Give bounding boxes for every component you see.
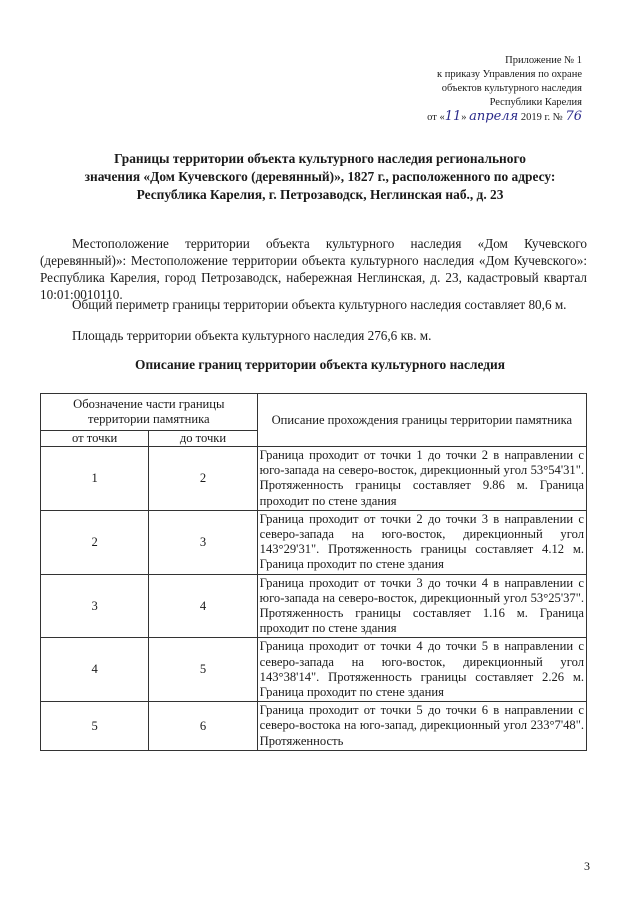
table-row [41,447,587,511]
table-row [41,702,587,751]
header-from-point: от точки [41,431,149,447]
document-title: Границы территории объекта культурного наследия регионального значения «Дом Кучевского (деревянный)», 1827 г., расположенного по адресу: Республика Карелия, г. Петрозаводск, Неглинская наб., д. 23 [84,151,556,202]
row-from: 4 [41,638,149,702]
row-from: 3 [41,574,149,638]
row-from: 5 [41,702,149,751]
appendix-number: 76 [565,109,582,124]
header-description: Описание прохождения границы территории памятника [257,394,586,447]
location-paragraph: Местоположение территории объекта культурного наследия «Дом Кучевского (деревянный)»: Местоположение территории объекта культурного наследия «Дом Кучевского»: Республика Карелия, город Петрозаводск, набережная Неглинская, д. 23, кадастровый квартал 10:01:0010110. [40,236,587,302]
row-description: Граница проходит от точки 2 до точки 3 в направлении с северо-запада на юго-восток, дирекционный угол 143°29'31". Протяженность границы составляет 4.12 м. Граница проходит по стене здания [257,510,586,574]
header-to-point: до точки [149,431,257,447]
table-row [41,510,587,574]
row-to: 6 [149,702,257,751]
appendix-day: 11 [444,109,462,124]
table-row [41,638,587,702]
row-description: Граница проходит от точки 3 до точки 4 в направлении с юго-запада на северо-восток, дирекционный угол 53°25'37". Протяженность границы составляет 1.16 м. Граница проходит по стене здания [257,574,586,638]
appendix-block [362,54,582,125]
row-to: 3 [149,510,257,574]
row-from: 1 [41,447,149,511]
appendix-line-3: объектов культурного наследия [441,83,582,94]
section-title: Описание границ территории объекта культурного наследия [135,357,505,372]
boundaries-table [40,393,587,751]
perimeter-paragraph: Общий периметр границы территории объекта культурного наследия составляет 80,6 м. [72,297,567,312]
row-to: 4 [149,574,257,638]
table-row [41,574,587,638]
area-paragraph: Площадь территории объекта культурного наследия 276,6 кв. м. [72,328,432,343]
appendix-date-line: от «11» апреля 2019 г. № 76 [427,109,582,124]
row-description: Граница проходит от точки 5 до точки 6 в направлении с северо-востока на юго-запад, дирекционный угол 233°7'48". Протяженность [257,702,586,751]
row-to: 5 [149,638,257,702]
row-description: Граница проходит от точки 1 до точки 2 в направлении с юго-запада на северо-восток, дирекционный угол 53°54'31". Протяженность границы составляет 9.86 м. Граница проходит по стене здания [257,447,586,511]
appendix-line-1: Приложение № 1 [505,55,582,66]
row-to: 2 [149,447,257,511]
page-number: 3 [584,859,590,873]
row-from: 2 [41,510,149,574]
appendix-month: апреля [469,109,519,124]
appendix-line-2: к приказу Управления по охране [437,69,582,80]
appendix-line-4: Республики Карелия [489,97,582,108]
row-description: Граница проходит от точки 4 до точки 5 в направлении с северо-запада на юго-восток, дирекционный угол 143°38'14". Протяженность границы составляет 2.26 м. Граница проходит по стене здания [257,638,586,702]
header-boundary-part: Обозначение части границы территории памятника [41,394,258,431]
